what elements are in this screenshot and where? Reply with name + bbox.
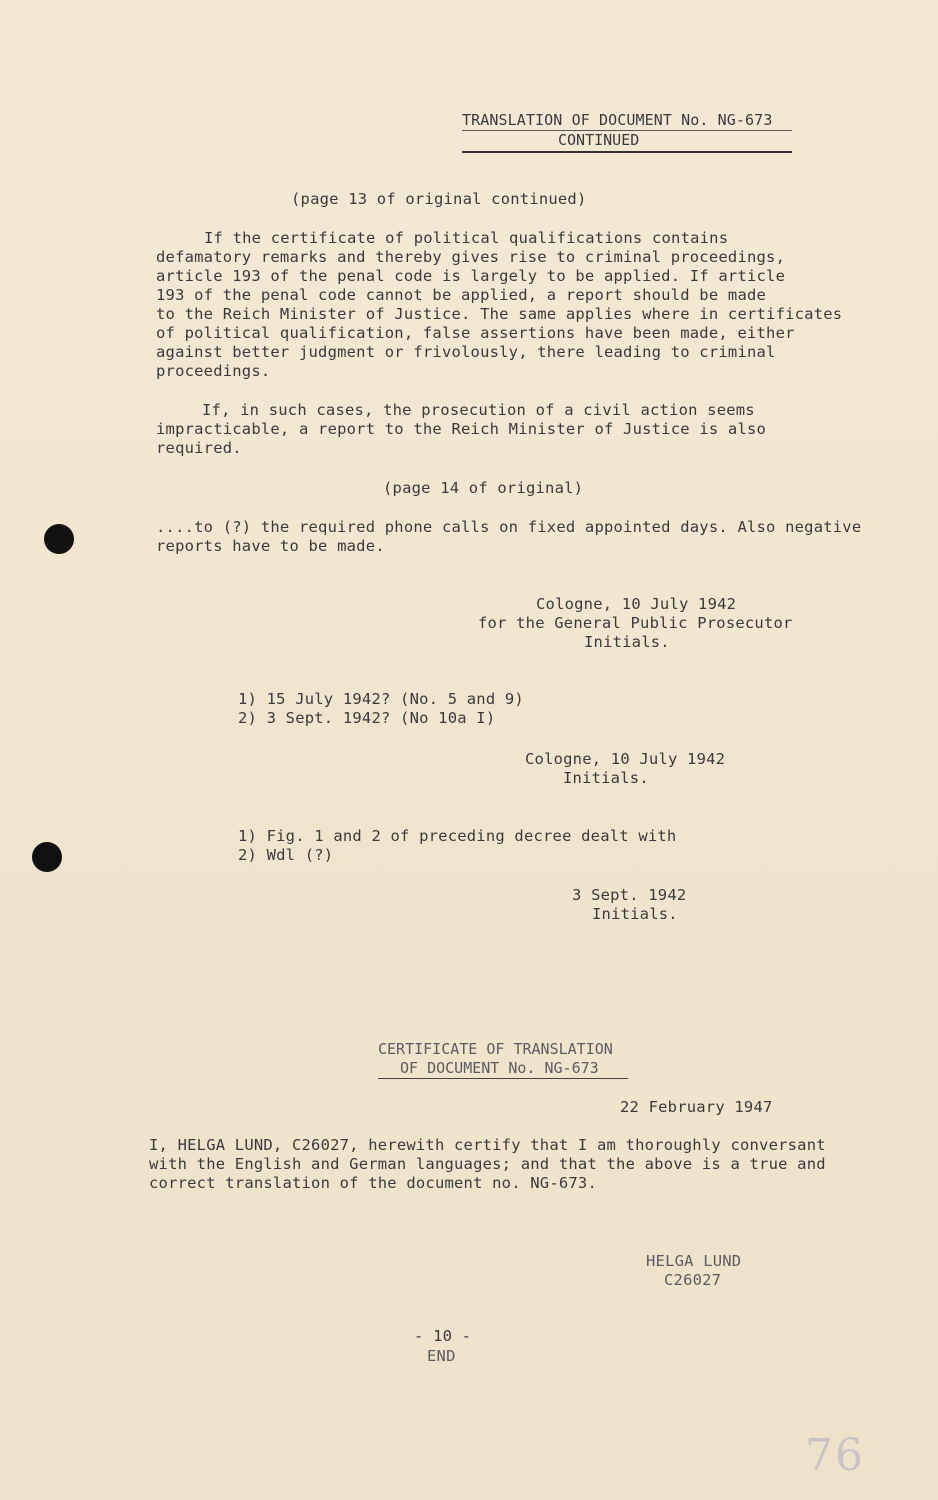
- page14-heading: (page 14 of original): [383, 479, 584, 497]
- certificate-line: I, HELGA LUND, C26027, herewith certify that I am thoroughly conversant: [149, 1136, 826, 1154]
- end-marker: END: [427, 1347, 456, 1365]
- paragraph-line: impracticable, a report to the Reich Minister of Justice is also: [156, 420, 767, 438]
- signer-name: HELGA LUND: [646, 1252, 742, 1270]
- paragraph-line: defamatory remarks and thereby gives rise to criminal proceedings,: [156, 248, 786, 266]
- punch-hole-bottom: [32, 842, 62, 872]
- pencil-annotation: 76: [805, 1430, 865, 1481]
- certificate-date: 22 February 1947: [620, 1098, 773, 1116]
- paragraph-line: proceedings.: [156, 362, 271, 380]
- paragraph-line: against better judgment or frivolously, there leading to criminal: [156, 343, 776, 361]
- certificate-heading: [378, 1040, 638, 1079]
- sig2-initials: Initials.: [563, 769, 649, 787]
- punch-hole-top: [44, 524, 74, 554]
- signature-block-1: [478, 595, 793, 652]
- list-item: 1) Fig. 1 and 2 of preceding decree dealt with: [238, 827, 677, 845]
- paragraph-line: article 193 of the penal code is largely to be applied. If article: [156, 267, 786, 285]
- paragraph-line: ....to (?) the required phone calls on fixed appointed days. Also negative: [156, 518, 862, 536]
- signer-block: [646, 1252, 741, 1290]
- certificate-subtitle: OF DOCUMENT No. NG-673: [378, 1059, 628, 1079]
- certificate-body: [149, 1136, 826, 1193]
- sig1-role: for the General Public Prosecutor: [478, 614, 793, 632]
- paragraph-line: required.: [156, 439, 242, 457]
- list-item: 1) 15 July 1942? (No. 5 and 9): [238, 690, 524, 708]
- paragraph-line: If the certificate of political qualifications contains: [204, 229, 729, 247]
- certificate-line: with the English and German languages; and that the above is a true and: [149, 1155, 826, 1173]
- paragraph-line: If, in such cases, the prosecution of a civil action seems: [202, 401, 755, 419]
- sig2-place-date: Cologne, 10 July 1942: [525, 750, 726, 768]
- header-title: TRANSLATION OF DOCUMENT No. NG-673: [462, 111, 792, 131]
- signature-block-3: [572, 886, 686, 924]
- list-item: 2) 3 Sept. 1942? (No 10a I): [238, 709, 496, 727]
- paragraph-line: of political qualification, false assertions have been made, either: [156, 324, 795, 342]
- sig3-initials: Initials.: [592, 905, 678, 923]
- paragraph-2: [156, 401, 766, 458]
- list-1: [238, 690, 524, 728]
- signature-block-2: [525, 750, 725, 788]
- certificate-line: correct translation of the document no. NG-673.: [149, 1174, 597, 1192]
- certificate-title: CERTIFICATE OF TRANSLATION: [378, 1040, 613, 1058]
- sig1-place-date: Cologne, 10 July 1942: [536, 595, 737, 613]
- paragraph-line: 193 of the penal code cannot be applied, a report should be made: [156, 286, 767, 304]
- sig1-initials: Initials.: [584, 633, 670, 651]
- document-header: [462, 111, 792, 153]
- paragraph-line: reports have to be made.: [156, 537, 385, 555]
- header-subtitle: CONTINUED: [558, 131, 640, 149]
- list-item: 2) Wdl (?): [238, 846, 334, 864]
- list-2: [238, 827, 676, 865]
- paragraph-line: to the Reich Minister of Justice. The same applies where in certificates: [156, 305, 843, 323]
- paragraph-3: [156, 518, 861, 556]
- signer-id: C26027: [664, 1271, 722, 1289]
- page-number: - 10 -: [414, 1327, 472, 1345]
- paragraph-1: [156, 229, 842, 381]
- page13-heading: (page 13 of original continued): [291, 190, 587, 208]
- sig3-date: 3 Sept. 1942: [572, 886, 687, 904]
- header-rule: [462, 151, 792, 153]
